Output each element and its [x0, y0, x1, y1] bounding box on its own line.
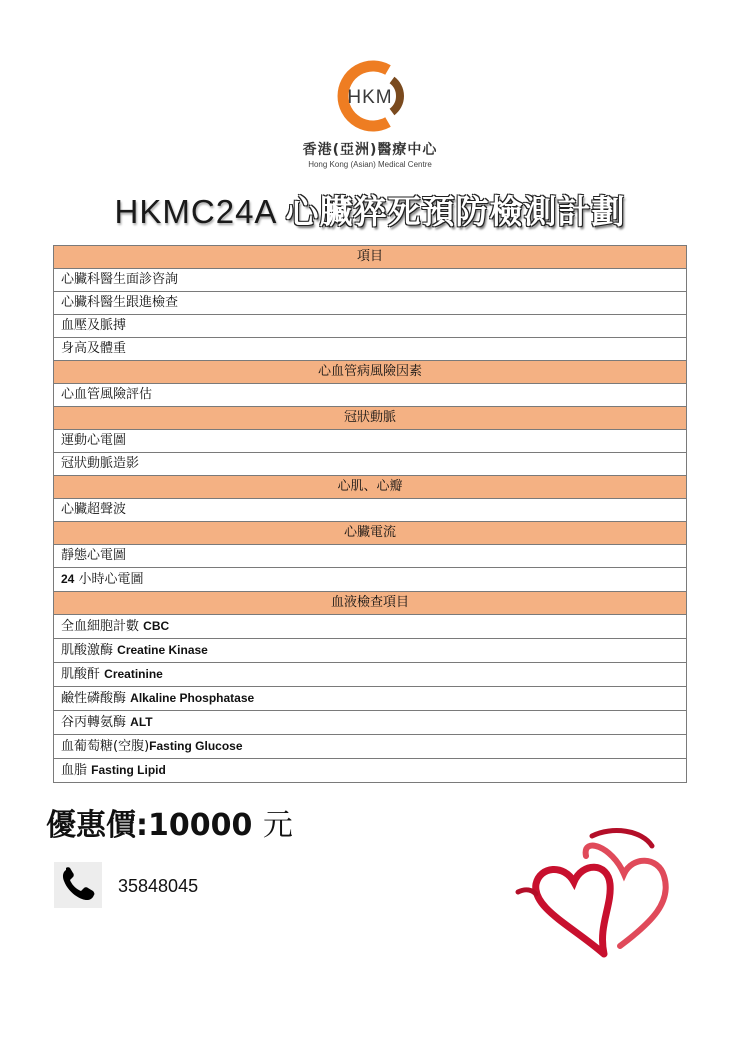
table-row [54, 711, 687, 735]
item-cell [54, 687, 687, 711]
table-row [54, 545, 687, 568]
item-name-en: CBC [143, 619, 170, 633]
item-cell [54, 663, 687, 687]
item-cell [54, 759, 687, 783]
item-cell [54, 269, 687, 292]
section-header-row [54, 246, 687, 269]
item-name: 心血管風險評估 [61, 387, 153, 402]
plan-code: HKMC24A [114, 193, 278, 230]
item-name: 谷丙轉氨酶 [61, 715, 127, 730]
table-row [54, 735, 687, 759]
item-name: 肌酸激酶 [61, 643, 114, 658]
item-name: 肌酸酐 [61, 667, 101, 682]
item-cell [54, 430, 687, 453]
table-row [54, 269, 687, 292]
item-name-en: Creatinine [104, 667, 163, 681]
item-name-en: Creatine Kinase [117, 643, 208, 657]
table-row [54, 568, 687, 592]
section-header-cell [54, 592, 687, 615]
item-cell [54, 568, 687, 592]
section-title: 心血管病風險因素 [317, 364, 422, 379]
hkm-logo-icon [334, 56, 406, 136]
item-name-en: Fasting Glucose [149, 739, 243, 753]
price-line [46, 800, 293, 844]
section-header-row [54, 361, 687, 384]
item-cell [54, 499, 687, 522]
item-name: 心臟科醫生跟進檢查 [61, 295, 179, 310]
item-name: 心臟科醫生面診咨詢 [61, 272, 179, 287]
table-row [54, 338, 687, 361]
section-header-cell [54, 361, 687, 384]
section-header-cell [54, 246, 687, 269]
section-title: 心臟電流 [343, 525, 396, 540]
item-name: 身高及體重 [61, 341, 127, 356]
checkup-items-table [53, 245, 687, 783]
item-cell [54, 615, 687, 639]
phone-number: 35848045 [118, 876, 199, 896]
table-row [54, 615, 687, 639]
logo-mark: HKM [347, 87, 393, 108]
table-row [54, 663, 687, 687]
item-cell [54, 384, 687, 407]
table-row [54, 430, 687, 453]
item-name: 心臟超聲波 [61, 502, 127, 517]
table-row [54, 687, 687, 711]
item-name: 血葡萄糖(空腹) [61, 739, 150, 754]
section-header-row [54, 522, 687, 545]
logo-name-cn: 香港(亞洲)醫療中心 [302, 142, 438, 158]
price-label: 優惠價: [46, 808, 148, 843]
item-name: 全血細胞計數 [61, 619, 140, 634]
table-row [54, 639, 687, 663]
item-name-en: ALT [130, 715, 153, 729]
phone-icon [54, 862, 102, 908]
table-row [54, 292, 687, 315]
logo [296, 56, 444, 169]
section-title: 冠狀動脈 [343, 410, 396, 425]
section-title: 心肌、心瓣 [337, 479, 403, 494]
item-name-en: 24 [61, 572, 75, 586]
section-header-cell [54, 407, 687, 430]
table-row [54, 384, 687, 407]
ribbon-hearts-icon [512, 826, 682, 966]
section-header-row [54, 592, 687, 615]
table-row [54, 453, 687, 476]
item-name: 小時心電圖 [78, 572, 144, 587]
plan-name: 心臟猝死預防檢測計劃 [285, 192, 626, 231]
section-header-row [54, 476, 687, 499]
item-cell [54, 545, 687, 568]
item-name: 運動心電圖 [61, 433, 127, 448]
logo-name-en: Hong Kong (Asian) Medical Centre [308, 160, 432, 169]
section-title: 項目 [356, 249, 383, 264]
item-name: 靜態心電圖 [61, 548, 127, 563]
item-name: 血脂 [61, 763, 88, 778]
table-row [54, 759, 687, 783]
item-name: 冠狀動脈造影 [61, 456, 140, 471]
item-name-en: Fasting Lipid [91, 763, 166, 777]
section-header-cell [54, 522, 687, 545]
item-cell [54, 639, 687, 663]
table-row [54, 315, 687, 338]
table-row [54, 499, 687, 522]
item-cell [54, 315, 687, 338]
item-name: 鹼性磷酸酶 [61, 691, 127, 706]
price-amount: 10000 [148, 808, 253, 843]
item-name-en: Alkaline Phosphatase [130, 691, 255, 705]
item-cell [54, 292, 687, 315]
phone-icon-box [54, 862, 102, 908]
item-cell [54, 453, 687, 476]
item-name: 血壓及脈搏 [61, 318, 127, 333]
page-title [0, 186, 740, 233]
item-cell [54, 735, 687, 759]
section-header-cell [54, 476, 687, 499]
item-cell [54, 338, 687, 361]
item-cell [54, 711, 687, 735]
section-title: 血液檢查項目 [330, 595, 409, 610]
price-unit: 元 [262, 808, 293, 843]
section-header-row [54, 407, 687, 430]
